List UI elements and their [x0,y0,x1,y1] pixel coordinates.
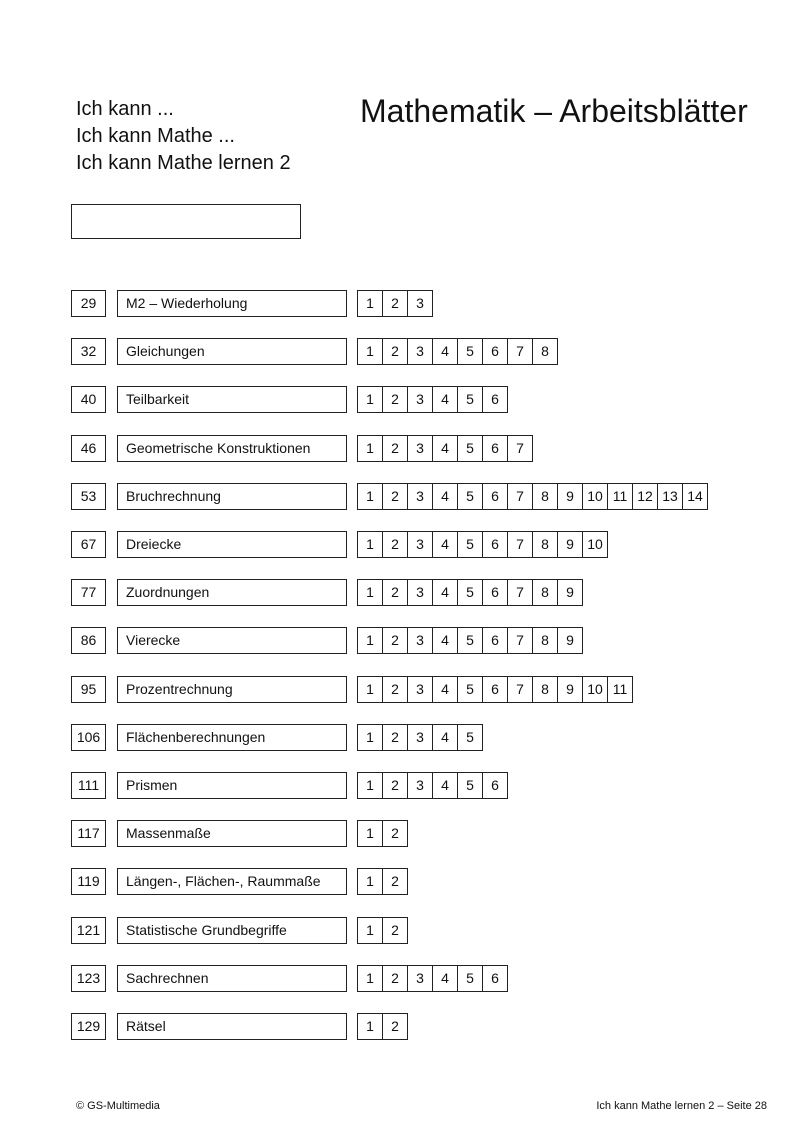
sheet-boxes [357,435,533,462]
page-number-box: 95 [71,676,106,703]
sheet-number-box[interactable]: 2 [382,868,408,895]
sheet-number-box[interactable]: 12 [632,483,658,510]
sheet-number-box[interactable]: 4 [432,338,458,365]
sheet-number-box[interactable]: 4 [432,627,458,654]
sheet-number-box[interactable]: 4 [432,386,458,413]
topic-box: Geometrische Konstruktionen [117,435,347,462]
sheet-number-box[interactable]: 5 [457,676,483,703]
sheet-number-box[interactable]: 5 [457,435,483,462]
sheet-boxes [357,386,508,413]
sheet-number-box[interactable]: 5 [457,724,483,751]
sheet-number-box[interactable]: 6 [482,386,508,413]
sheet-number-box[interactable]: 5 [457,965,483,992]
sheet-number-box[interactable]: 7 [507,531,533,558]
topic-box: Statistische Grundbegriffe [117,917,347,944]
sheet-number-box[interactable]: 3 [407,965,433,992]
topic-box: Dreiecke [117,531,347,558]
sheet-number-box[interactable]: 3 [407,676,433,703]
sheet-number-box[interactable]: 3 [407,627,433,654]
sheet-boxes [357,1013,408,1040]
sheet-number-box[interactable]: 2 [382,965,408,992]
sheet-number-box[interactable]: 2 [382,338,408,365]
sheet-number-box[interactable]: 13 [657,483,683,510]
sheet-number-box[interactable]: 4 [432,435,458,462]
footer-page-info: Ich kann Mathe lernen 2 – Seite 28 [596,1100,767,1112]
sheet-number-box[interactable]: 1 [357,676,383,703]
sheet-number-box[interactable]: 2 [382,724,408,751]
page-number-box: 86 [71,627,106,654]
sheet-number-box[interactable]: 1 [357,1013,383,1040]
sheet-number-box[interactable]: 2 [382,290,408,317]
sheet-number-box[interactable]: 1 [357,627,383,654]
sheet-number-box[interactable]: 5 [457,338,483,365]
page-number-box: 111 [71,772,106,799]
sheet-number-box[interactable]: 1 [357,724,383,751]
sheet-number-box[interactable]: 4 [432,531,458,558]
sheet-number-box[interactable]: 9 [557,627,583,654]
sheet-number-box[interactable]: 9 [557,579,583,606]
sheet-number-box[interactable]: 5 [457,531,483,558]
topic-box: Teilbarkeit [117,386,347,413]
page-number-box: 40 [71,386,106,413]
sheet-number-box[interactable]: 1 [357,917,383,944]
sheet-number-box[interactable]: 1 [357,965,383,992]
page-number-box: 117 [71,820,106,847]
topic-box: Längen-, Flächen-, Raummaße [117,868,347,895]
sheet-number-box[interactable]: 6 [482,676,508,703]
page-number-box: 32 [71,338,106,365]
topic-box: Massenmaße [117,820,347,847]
sheet-number-box[interactable]: 11 [607,676,633,703]
sheet-number-box[interactable]: 11 [607,483,633,510]
sheet-number-box[interactable]: 4 [432,579,458,606]
page-number-box: 29 [71,290,106,317]
sheet-number-box[interactable]: 7 [507,579,533,606]
sheet-number-box[interactable]: 6 [482,772,508,799]
sheet-number-box[interactable]: 3 [407,290,433,317]
sheet-number-box[interactable]: 7 [507,627,533,654]
sheet-boxes [357,917,408,944]
intro-line-2: Ich kann Mathe ... [76,125,235,147]
sheet-number-box[interactable]: 3 [407,386,433,413]
topic-box: Vierecke [117,627,347,654]
sheet-number-box[interactable]: 4 [432,724,458,751]
sheet-number-box[interactable]: 3 [407,772,433,799]
sheet-number-box[interactable]: 4 [432,772,458,799]
sheet-number-box[interactable]: 5 [457,483,483,510]
sheet-number-box[interactable]: 1 [357,531,383,558]
sheet-number-box[interactable]: 8 [532,338,558,365]
sheet-number-box[interactable]: 5 [457,579,483,606]
sheet-number-box[interactable]: 6 [482,627,508,654]
sheet-number-box[interactable]: 2 [382,579,408,606]
sheet-number-box[interactable]: 14 [682,483,708,510]
sheet-number-box[interactable]: 1 [357,868,383,895]
sheet-boxes [357,724,483,751]
sheet-number-box[interactable]: 4 [432,676,458,703]
sheet-number-box[interactable]: 8 [532,579,558,606]
topic-box: Zuordnungen [117,579,347,606]
topic-box: Gleichungen [117,338,347,365]
sheet-boxes [357,627,583,654]
page-number-box: 77 [71,579,106,606]
sheet-number-box[interactable]: 2 [382,1013,408,1040]
sheet-number-box[interactable]: 9 [557,676,583,703]
sheet-boxes [357,290,433,317]
sheet-number-box[interactable]: 6 [482,579,508,606]
sheet-number-box[interactable]: 7 [507,435,533,462]
sheet-number-box[interactable]: 8 [532,483,558,510]
page-number-box: 106 [71,724,106,751]
page-number-box: 123 [71,965,106,992]
sheet-number-box[interactable]: 1 [357,579,383,606]
sheet-boxes [357,676,633,703]
sheet-number-box[interactable]: 3 [407,531,433,558]
topic-box: Prismen [117,772,347,799]
sheet-boxes [357,338,558,365]
topic-box: Rätsel [117,1013,347,1040]
sheet-number-box[interactable]: 3 [407,338,433,365]
sheet-number-box[interactable]: 1 [357,290,383,317]
sheet-boxes [357,483,708,510]
sheet-number-box[interactable]: 1 [357,820,383,847]
sheet-number-box[interactable]: 3 [407,724,433,751]
page-number-box: 53 [71,483,106,510]
sheet-number-box[interactable]: 1 [357,386,383,413]
sheet-boxes [357,772,508,799]
sheet-number-box[interactable]: 8 [532,627,558,654]
sheet-number-box[interactable]: 3 [407,483,433,510]
sheet-number-box[interactable]: 7 [507,338,533,365]
sheet-number-box[interactable]: 3 [407,579,433,606]
page-number-box: 67 [71,531,106,558]
page-number-box: 121 [71,917,106,944]
page-number-box: 119 [71,868,106,895]
sheet-boxes [357,965,508,992]
sheet-number-box[interactable]: 9 [557,531,583,558]
sheet-number-box[interactable]: 4 [432,483,458,510]
sheet-number-box[interactable]: 1 [357,483,383,510]
sheet-number-box[interactable]: 2 [382,386,408,413]
topic-box: Bruchrechnung [117,483,347,510]
sheet-number-box[interactable]: 1 [357,435,383,462]
intro-text [76,96,291,177]
footer-copyright: © GS-Multimedia [76,1100,160,1112]
name-field[interactable] [71,204,301,239]
sheet-number-box[interactable]: 5 [457,772,483,799]
topic-box: Flächenberechnungen [117,724,347,751]
sheet-number-box[interactable]: 8 [532,676,558,703]
sheet-number-box[interactable]: 3 [407,435,433,462]
sheet-number-box[interactable]: 2 [382,435,408,462]
sheet-boxes [357,531,608,558]
sheet-number-box[interactable]: 10 [582,531,608,558]
page-number-box: 129 [71,1013,106,1040]
intro-line-1: Ich kann ... [76,98,174,120]
sheet-number-box[interactable]: 10 [582,676,608,703]
sheet-number-box[interactable]: 2 [382,676,408,703]
topic-box: Prozentrechnung [117,676,347,703]
sheet-boxes [357,868,408,895]
sheet-number-box[interactable]: 8 [532,531,558,558]
sheet-number-box[interactable]: 1 [357,772,383,799]
page-number-box: 46 [71,435,106,462]
sheet-number-box[interactable]: 6 [482,338,508,365]
sheet-boxes [357,579,583,606]
sheet-number-box[interactable]: 7 [507,483,533,510]
sheet-number-box[interactable]: 4 [432,965,458,992]
sheet-number-box[interactable]: 10 [582,483,608,510]
sheet-number-box[interactable]: 2 [382,917,408,944]
topic-box: M2 – Wiederholung [117,290,347,317]
sheet-number-box[interactable]: 2 [382,531,408,558]
sheet-number-box[interactable]: 2 [382,627,408,654]
sheet-number-box[interactable]: 6 [482,531,508,558]
sheet-number-box[interactable]: 6 [482,483,508,510]
sheet-number-box[interactable]: 2 [382,483,408,510]
sheet-number-box[interactable]: 7 [507,676,533,703]
page-title: Mathematik – Arbeitsblätter [360,93,748,129]
sheet-number-box[interactable]: 1 [357,338,383,365]
intro-line-3: Ich kann Mathe lernen 2 [76,152,291,174]
sheet-number-box[interactable]: 2 [382,772,408,799]
sheet-number-box[interactable]: 9 [557,483,583,510]
sheet-boxes [357,820,408,847]
sheet-number-box[interactable]: 6 [482,435,508,462]
sheet-number-box[interactable]: 5 [457,386,483,413]
sheet-number-box[interactable]: 2 [382,820,408,847]
sheet-number-box[interactable]: 5 [457,627,483,654]
topic-box: Sachrechnen [117,965,347,992]
sheet-number-box[interactable]: 6 [482,965,508,992]
